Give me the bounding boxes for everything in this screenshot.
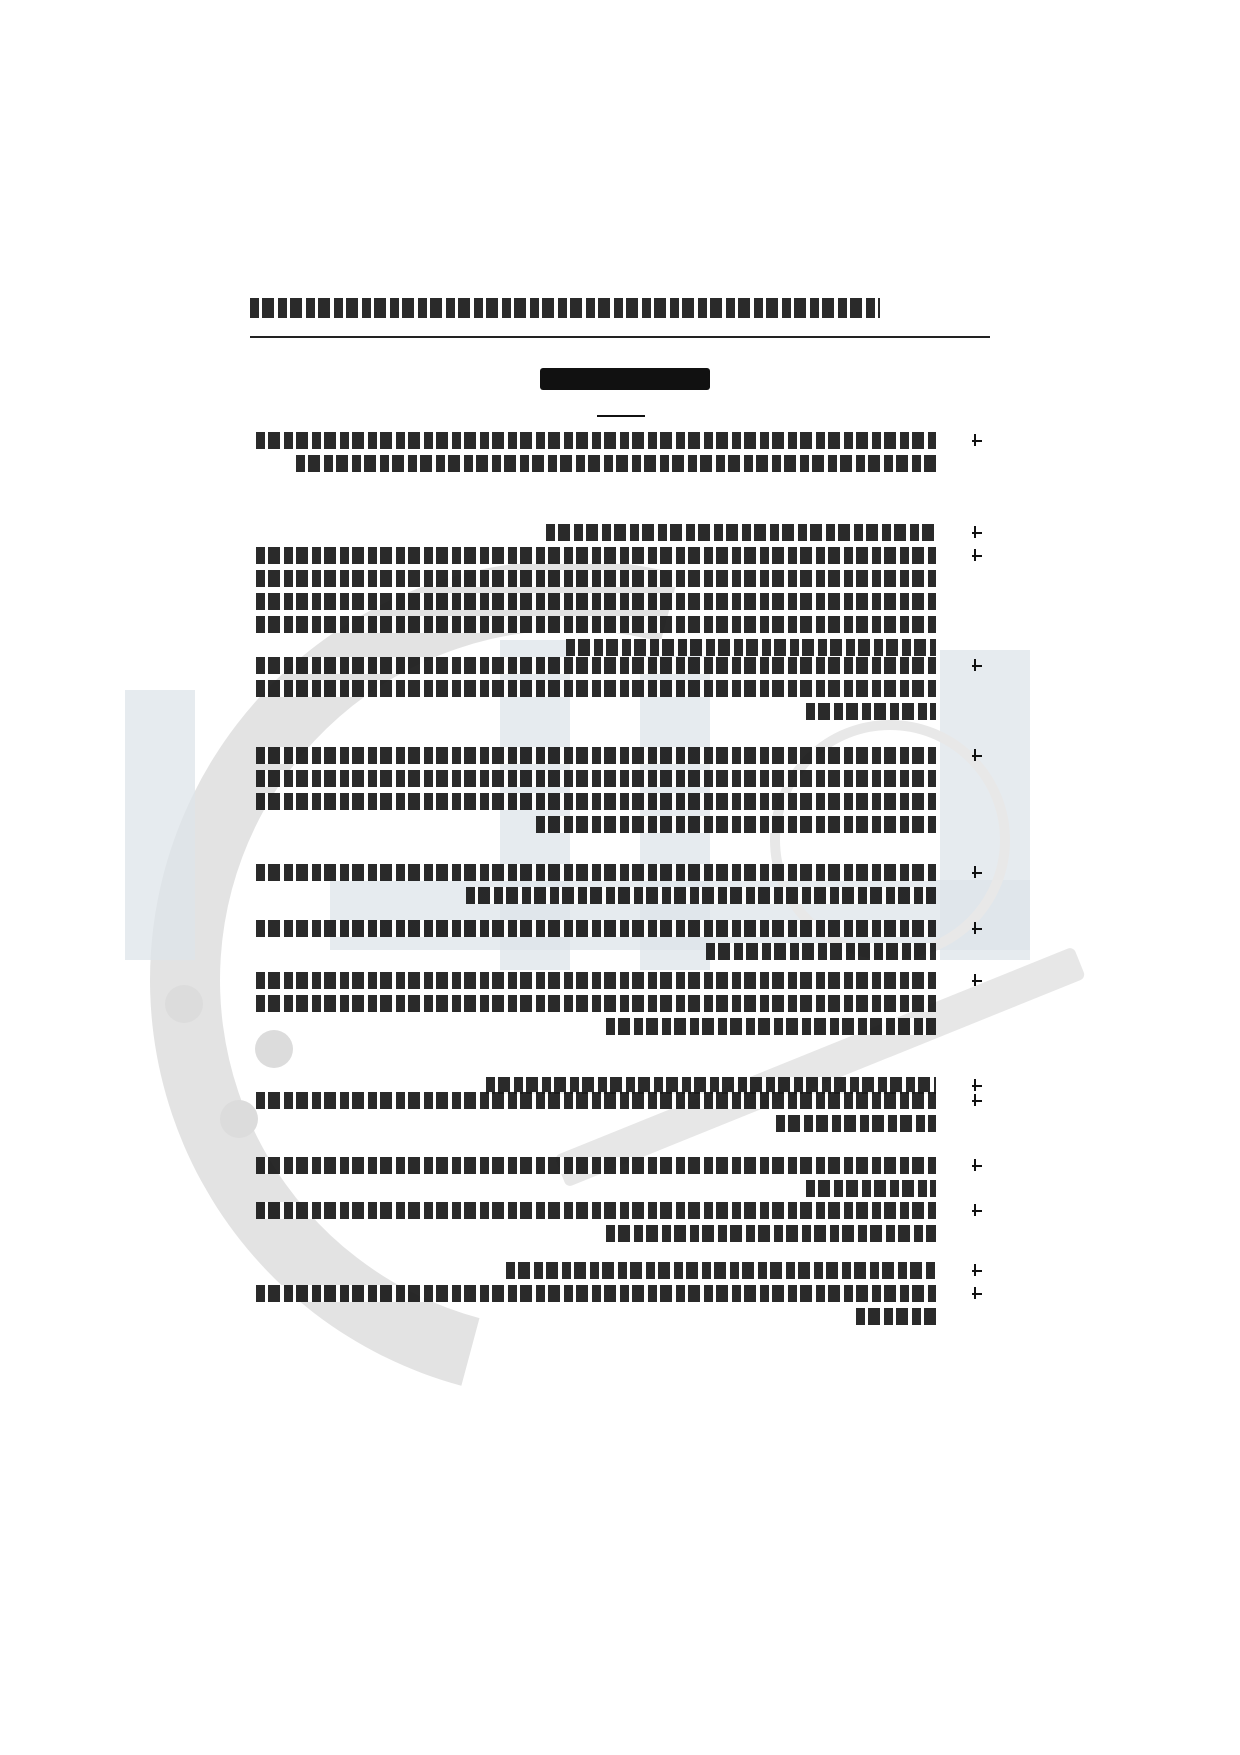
article-number [960, 545, 988, 567]
header-title-text [250, 298, 880, 318]
article-text-line [256, 1092, 936, 1109]
article-number [960, 1283, 988, 1305]
article-text-line [606, 1225, 936, 1242]
article-text-line [256, 1285, 936, 1302]
watermark-dot [220, 1100, 258, 1138]
section-title [540, 368, 710, 390]
article-text-line [256, 593, 936, 610]
article-text-line [256, 680, 936, 697]
header-rule [250, 336, 990, 338]
article-text-line [256, 793, 936, 810]
article-text-line [256, 657, 936, 674]
article-text-line [256, 770, 936, 787]
article-text-line [566, 639, 936, 656]
watermark-dot [165, 985, 203, 1023]
article-text-line [256, 1202, 936, 1219]
article-text-line [546, 524, 936, 541]
article-number [960, 918, 988, 940]
article-text-line [606, 1018, 936, 1035]
article-text-line [536, 816, 936, 833]
article-text-line [256, 1157, 936, 1174]
article-text-line [256, 747, 936, 764]
article-number [960, 862, 988, 884]
article-number [960, 1200, 988, 1222]
title-underline [597, 415, 645, 417]
article-text-line [776, 1115, 936, 1132]
article-number [960, 430, 988, 452]
article-text-line [256, 432, 936, 449]
article-text-line [856, 1308, 936, 1325]
article-text-line [806, 703, 936, 720]
article-number [960, 1090, 988, 1112]
article-text-line [466, 887, 936, 904]
article-number [960, 655, 988, 677]
running-header [250, 288, 990, 328]
article-text-line [256, 995, 936, 1012]
article-number [960, 745, 988, 767]
article-text-line [806, 1180, 936, 1197]
article-text-line [256, 547, 936, 564]
article-text-line [296, 455, 936, 472]
article-text-line [256, 570, 936, 587]
article-text-line [256, 920, 936, 937]
watermark-dot [255, 1030, 293, 1068]
article-text-line [506, 1262, 936, 1279]
article-number [960, 1155, 988, 1177]
article-number [960, 1260, 988, 1282]
article-text-line [256, 864, 936, 881]
watermark-letter-bar [125, 690, 195, 960]
article-text-line [256, 616, 936, 633]
article-number [960, 522, 988, 544]
article-text-line [706, 943, 936, 960]
article-number [960, 970, 988, 992]
article-text-line [256, 972, 936, 989]
